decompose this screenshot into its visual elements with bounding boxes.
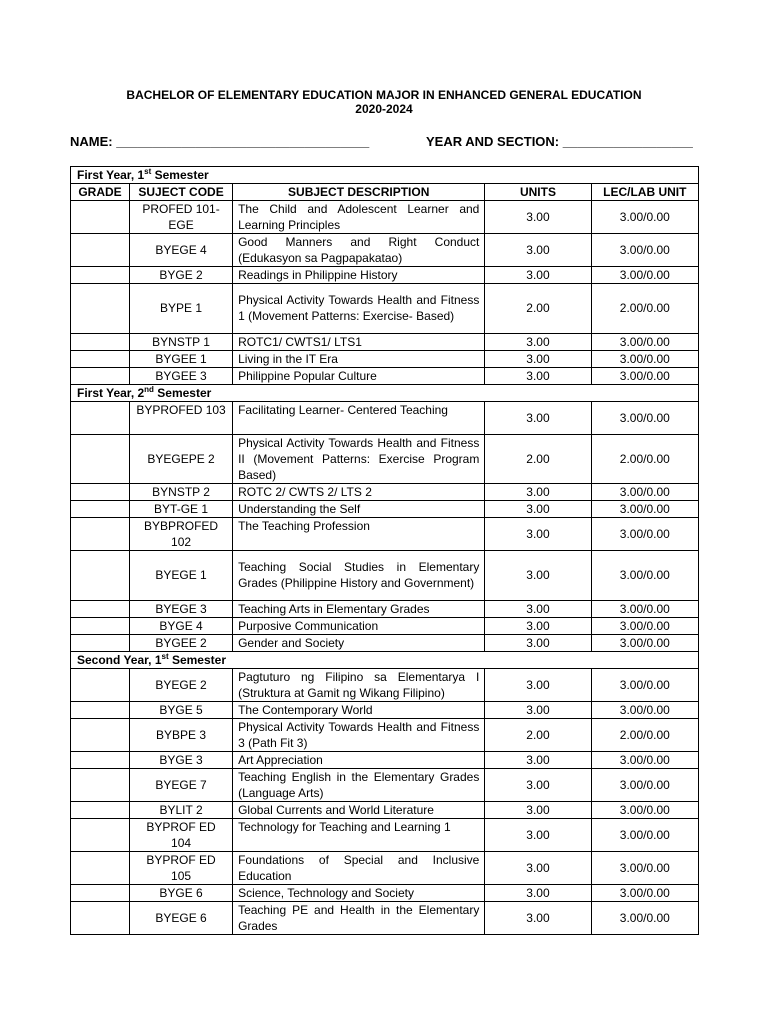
leclab-cell: 3.00/0.00	[591, 350, 698, 367]
subject-description: Understanding the Self	[233, 501, 485, 518]
leclab-cell: 3.00/0.00	[591, 234, 698, 267]
subject-code: BYEGE 6	[130, 901, 233, 934]
year-section-field[interactable]: YEAR AND SECTION: __________________	[426, 134, 693, 149]
grade-cell[interactable]	[71, 551, 130, 601]
subject-code: BYEGEPE 2	[130, 434, 233, 484]
units-cell: 3.00	[485, 333, 591, 350]
table-row	[71, 333, 699, 350]
subject-code: BYNSTP 1	[130, 333, 233, 350]
table-row	[71, 284, 699, 334]
grade-cell[interactable]	[71, 600, 130, 617]
units-cell: 3.00	[485, 518, 591, 551]
semester-label-text: First Year, 2	[77, 385, 145, 400]
leclab-cell: 3.00/0.00	[591, 201, 698, 234]
leclab-cell: 3.00/0.00	[591, 768, 698, 801]
table-row	[71, 434, 699, 484]
leclab-cell: 3.00/0.00	[591, 501, 698, 518]
units-cell: 2.00	[485, 284, 591, 334]
table-row	[71, 551, 699, 601]
subject-description: Science, Technology and Society	[233, 884, 485, 901]
leclab-cell: 3.00/0.00	[591, 551, 698, 601]
table-row	[71, 367, 699, 384]
semester-label-suffix: Semester	[168, 652, 226, 667]
semester-label	[71, 167, 699, 184]
semester-label-text: First Year, 1	[77, 168, 145, 182]
curriculum-table	[70, 166, 699, 935]
subject-description: Pagtuturo ng Filipino sa Elementarya I (Struktura at Gamit ng Wikang Filipino)	[233, 668, 485, 701]
units-cell: 3.00	[485, 501, 591, 518]
units-cell: 3.00	[485, 350, 591, 367]
subject-description: The Contemporary World	[233, 701, 485, 718]
leclab-cell: 3.00/0.00	[591, 267, 698, 284]
leclab-cell: 3.00/0.00	[591, 668, 698, 701]
leclab-cell: 3.00/0.00	[591, 751, 698, 768]
subject-code: BYBPROFED 102	[130, 518, 233, 551]
units-cell: 3.00	[485, 701, 591, 718]
table-row	[71, 818, 699, 851]
leclab-cell: 2.00/0.00	[591, 434, 698, 484]
table-row	[71, 501, 699, 518]
table-row	[71, 634, 699, 651]
subject-description: The Child and Adolescent Learner and Learning Principles	[233, 201, 485, 234]
subject-code: BYNSTP 2	[130, 484, 233, 501]
grade-cell[interactable]	[71, 201, 130, 234]
units-cell: 3.00	[485, 401, 591, 434]
units-cell: 3.00	[485, 901, 591, 934]
table-row	[71, 768, 699, 801]
column-header-row	[71, 184, 699, 201]
leclab-cell: 3.00/0.00	[591, 401, 698, 434]
grade-cell[interactable]	[71, 501, 130, 518]
subject-code: BYGE 3	[130, 751, 233, 768]
semester-row	[71, 167, 699, 184]
name-field[interactable]: NAME: ___________________________________	[70, 134, 370, 149]
document-years: 2020-2024	[355, 102, 413, 116]
subject-code: BYEGE 4	[130, 234, 233, 267]
grade-cell[interactable]	[71, 484, 130, 501]
subject-description: Global Currents and World Literature	[233, 801, 485, 818]
grade-cell[interactable]	[71, 267, 130, 284]
subject-description: Good Manners and Right Conduct (Edukasyon sa Pagpapakatao)	[233, 234, 485, 267]
leclab-cell: 3.00/0.00	[591, 367, 698, 384]
grade-cell[interactable]	[71, 801, 130, 818]
subject-description: Gender and Society	[233, 634, 485, 651]
col-units-header: UNITS	[485, 184, 591, 201]
table-row	[71, 350, 699, 367]
document-title: BACHELOR OF ELEMENTARY EDUCATION MAJOR IN ENHANCED GENERAL EDUCATION	[126, 88, 642, 102]
subject-code: BYLIT 2	[130, 801, 233, 818]
grade-cell[interactable]	[71, 434, 130, 484]
col-code-header: SUJECT CODE	[130, 184, 233, 201]
semester-label-text: Second Year, 1	[77, 652, 162, 667]
table-row	[71, 718, 699, 751]
subject-description: Physical Activity Towards Health and Fitness II (Movement Patterns: Exercise Program Based)	[233, 434, 485, 484]
units-cell: 3.00	[485, 551, 591, 601]
subject-code: BYGEE 3	[130, 367, 233, 384]
grade-cell[interactable]	[71, 617, 130, 634]
units-cell: 3.00	[485, 484, 591, 501]
subject-code: BYT-GE 1	[130, 501, 233, 518]
grade-cell[interactable]	[71, 367, 130, 384]
leclab-cell: 2.00/0.00	[591, 284, 698, 334]
subject-code: BYPROF ED 104	[130, 818, 233, 851]
semester-label-ordinal: st	[161, 651, 169, 661]
semester-label-suffix: Semester	[153, 385, 212, 400]
subject-code: BYGE 6	[130, 884, 233, 901]
subject-description: The Teaching Profession	[233, 518, 485, 551]
subject-description: Art Appreciation	[233, 751, 485, 768]
table-row	[71, 267, 699, 284]
leclab-cell: 3.00/0.00	[591, 333, 698, 350]
grade-cell[interactable]	[71, 851, 130, 884]
subject-description: ROTC 2/ CWTS 2/ LTS 2	[233, 484, 485, 501]
grade-cell[interactable]	[71, 718, 130, 751]
subject-description: Teaching Social Studies in Elementary Grades (Philippine History and Government)	[233, 551, 485, 601]
table-row	[71, 751, 699, 768]
table-row	[71, 701, 699, 718]
grade-cell[interactable]	[71, 634, 130, 651]
grade-cell[interactable]	[71, 751, 130, 768]
subject-description: Teaching English in the Elementary Grades (Language Arts)	[233, 768, 485, 801]
table-row	[71, 884, 699, 901]
subject-code: BYEGE 1	[130, 551, 233, 601]
table-row	[71, 901, 699, 934]
grade-cell[interactable]	[71, 350, 130, 367]
subject-description: ROTC1/ CWTS1/ LTS1	[233, 333, 485, 350]
grade-cell[interactable]	[71, 401, 130, 434]
col-description-header: SUBJECT DESCRIPTION	[233, 184, 485, 201]
leclab-cell: 3.00/0.00	[591, 484, 698, 501]
table-row	[71, 484, 699, 501]
subject-description: Teaching PE and Health in the Elementary Grades	[233, 901, 485, 934]
table-row	[71, 851, 699, 884]
leclab-cell: 3.00/0.00	[591, 600, 698, 617]
table-row	[71, 201, 699, 234]
table-row	[71, 668, 699, 701]
leclab-cell: 3.00/0.00	[591, 518, 698, 551]
subject-description: Purposive Communication	[233, 617, 485, 634]
subject-description: Facilitating Learner- Centered Teaching	[233, 401, 485, 434]
semester-row	[71, 651, 699, 668]
leclab-cell: 3.00/0.00	[591, 801, 698, 818]
grade-cell[interactable]	[71, 518, 130, 551]
semester-label-suffix: Semester	[151, 168, 209, 182]
units-cell: 3.00	[485, 201, 591, 234]
semester-label	[71, 651, 699, 668]
leclab-cell: 3.00/0.00	[591, 851, 698, 884]
table-row	[71, 801, 699, 818]
table-row	[71, 600, 699, 617]
units-cell: 3.00	[485, 851, 591, 884]
semester-row	[71, 384, 699, 401]
units-cell: 3.00	[485, 234, 591, 267]
subject-code: BYPROF ED 105	[130, 851, 233, 884]
subject-code: BYEGE 7	[130, 768, 233, 801]
units-cell: 3.00	[485, 367, 591, 384]
units-cell: 3.00	[485, 884, 591, 901]
subject-code: BYEGE 2	[130, 668, 233, 701]
leclab-cell: 3.00/0.00	[591, 617, 698, 634]
subject-code: BYGEE 2	[130, 634, 233, 651]
subject-description: Technology for Teaching and Learning 1	[233, 818, 485, 851]
grade-cell[interactable]	[71, 668, 130, 701]
subject-description: Living in the IT Era	[233, 350, 485, 367]
col-leclab-header: LEC/LAB UNIT	[591, 184, 698, 201]
subject-code: PROFED 101-EGE	[130, 201, 233, 234]
units-cell: 3.00	[485, 768, 591, 801]
units-cell: 3.00	[485, 668, 591, 701]
col-grade-header: GRADE	[71, 184, 130, 201]
leclab-cell: 2.00/0.00	[591, 718, 698, 751]
units-cell: 3.00	[485, 751, 591, 768]
semester-label-ordinal: nd	[144, 384, 154, 394]
subject-description: Foundations of Special and Inclusive Education	[233, 851, 485, 884]
units-cell: 3.00	[485, 600, 591, 617]
grade-cell[interactable]	[71, 234, 130, 267]
subject-description: Teaching Arts in Elementary Grades	[233, 600, 485, 617]
subject-code: BYGE 4	[130, 617, 233, 634]
leclab-cell: 3.00/0.00	[591, 884, 698, 901]
table-row	[71, 401, 699, 434]
subject-description: Readings in Philippine History	[233, 267, 485, 284]
leclab-cell: 3.00/0.00	[591, 634, 698, 651]
semester-label-ordinal: st	[144, 167, 152, 176]
subject-code: BYBPE 3	[130, 718, 233, 751]
leclab-cell: 3.00/0.00	[591, 701, 698, 718]
grade-cell[interactable]	[71, 768, 130, 801]
subject-code: BYGE 5	[130, 701, 233, 718]
subject-code: BYPE 1	[130, 284, 233, 334]
subject-code: BYGEE 1	[130, 350, 233, 367]
subject-description: Physical Activity Towards Health and Fitness 3 (Path Fit 3)	[233, 718, 485, 751]
units-cell: 2.00	[485, 718, 591, 751]
subject-description: Physical Activity Towards Health and Fitness 1 (Movement Patterns: Exercise- Based)	[233, 284, 485, 334]
units-cell: 3.00	[485, 634, 591, 651]
grade-cell[interactable]	[71, 333, 130, 350]
grade-cell[interactable]	[71, 284, 130, 334]
table-row	[71, 617, 699, 634]
subject-code: BYPROFED 103	[130, 401, 233, 434]
units-cell: 3.00	[485, 818, 591, 851]
grade-cell[interactable]	[71, 884, 130, 901]
subject-code: BYGE 2	[130, 267, 233, 284]
subject-code: BYEGE 3	[130, 600, 233, 617]
leclab-cell: 3.00/0.00	[591, 818, 698, 851]
leclab-cell: 3.00/0.00	[591, 901, 698, 934]
semester-label	[71, 384, 699, 401]
units-cell: 3.00	[485, 801, 591, 818]
units-cell: 3.00	[485, 617, 591, 634]
grade-cell[interactable]	[71, 818, 130, 851]
grade-cell[interactable]	[71, 701, 130, 718]
table-row	[71, 234, 699, 267]
units-cell: 3.00	[485, 267, 591, 284]
table-row	[71, 518, 699, 551]
units-cell: 2.00	[485, 434, 591, 484]
grade-cell[interactable]	[71, 901, 130, 934]
subject-description: Philippine Popular Culture	[233, 367, 485, 384]
